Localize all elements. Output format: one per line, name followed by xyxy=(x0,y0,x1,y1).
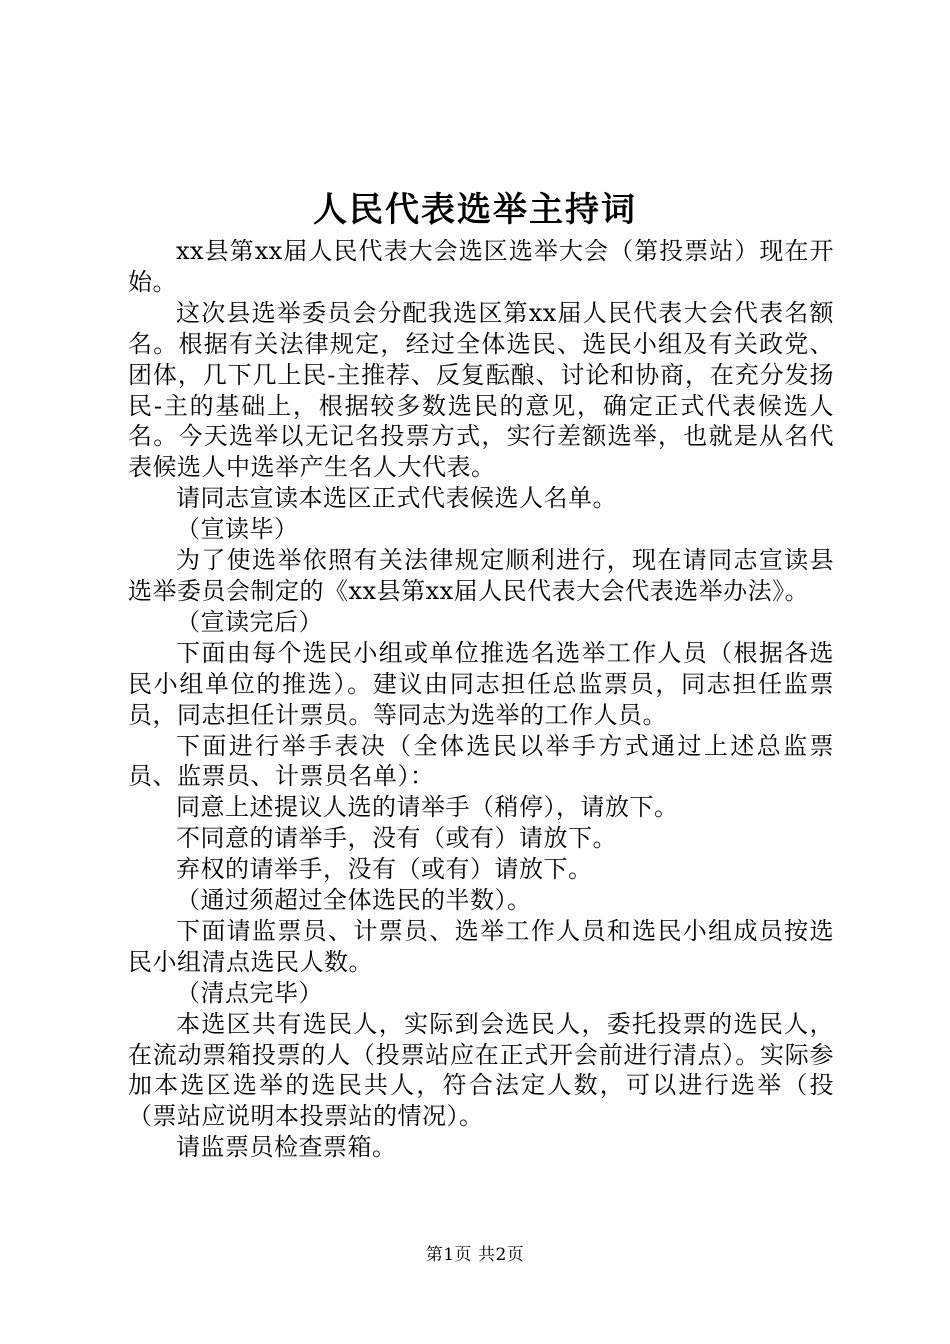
paragraph: （通过须超过全体选民的半数）。 xyxy=(176,886,532,915)
paragraph: 为了使选举依照有关法律规定顺利进行，现在请同志宣读县选举委员会制定的《xx县第xx届人民代表大会代表选举办法》。 xyxy=(128,546,834,605)
paragraph: （清点完毕） xyxy=(176,978,323,1007)
paragraph: （宣读毕） xyxy=(176,515,299,544)
paragraph: 本选区共有选民人，实际到会选民人，委托投票的选民人，在流动票箱投票的人（投票站应在正式开会前进行清点）。实际参加本选区选举的选民共人，符合法定人数，可以进行选举（投（票站应说明本投票站的情况）。 xyxy=(128,1009,834,1131)
paragraph: 同意上述提议人选的请举手（稍停），请放下。 xyxy=(176,793,679,822)
paragraph: 弃权的请举手，没有（或有）请放下。 xyxy=(176,855,593,884)
paragraph: 不同意的请举手，没有（或有）请放下。 xyxy=(176,824,617,853)
paragraph: 下面进行举手表决（全体选民以举手方式通过上述总监票员、监票员、计票员名单）： xyxy=(128,731,834,791)
paragraph: 请监票员检查票箱。 xyxy=(176,1133,397,1162)
paragraph: xx县第xx届人民代表大会选区选举大会（第投票站）现在开始。 xyxy=(128,237,834,296)
paragraph: 请同志宣读本选区正式代表候选人名单。 xyxy=(176,484,617,513)
document-body xyxy=(128,236,834,1163)
paragraph: 这次县选举委员会分配我选区第xx届人民代表大会代表名额名。根据有关法律规定，经过全体选民、选民小组及有关政党、团体，几下几上民-主推荐、反复酝酿、讨论和协商，在充分发扬民-主的基础上，根据较多数选民的意见，确定正式代表候选人名。今天选举以无记名投票方式，实行差额选举，也就是从名代表候选人中选举产生名人大代表。 xyxy=(128,298,834,482)
paragraph: 下面由每个选民小组或单位推选名选举工作人员（根据各选民小组单位的推选）。建议由同志担任总监票员，同志担任监票员，同志担任计票员。等同志为选举的工作人员。 xyxy=(128,638,834,729)
document-title: 人民代表选举主持词 xyxy=(313,190,637,230)
paragraph: （宣读完后） xyxy=(176,607,323,636)
paragraph: 下面请监票员、计票员、选举工作人员和选民小组成员按选民小组清点选民人数。 xyxy=(128,916,834,976)
page-footer: 第1页 共2页 xyxy=(425,1245,525,1265)
